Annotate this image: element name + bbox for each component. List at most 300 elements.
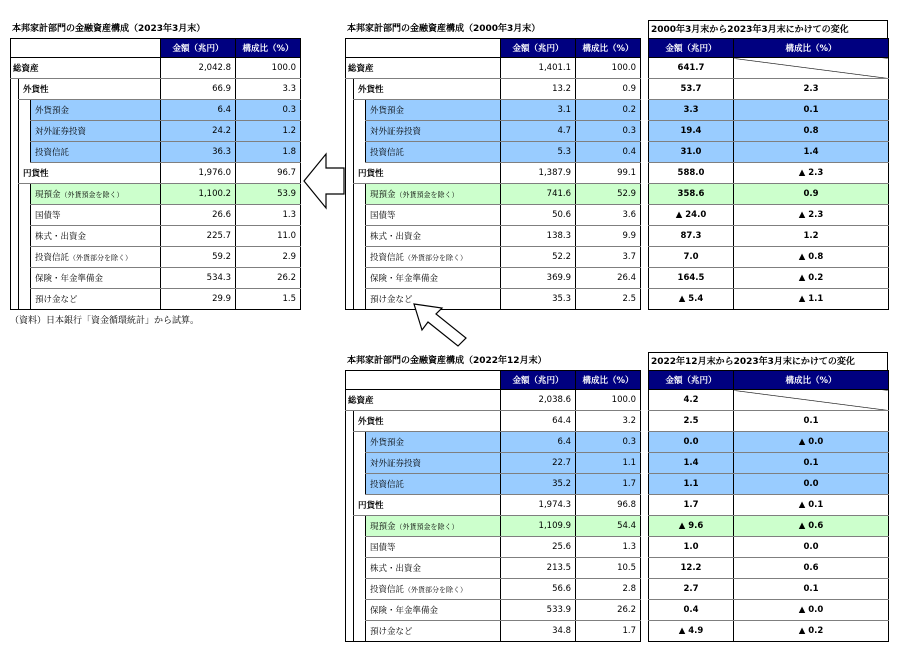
row-label-text: 外貨性 xyxy=(358,85,384,95)
row-label xyxy=(354,411,501,432)
cell-ratio: 26.2 xyxy=(236,268,301,289)
cell-amount-change: 2.5 xyxy=(649,411,734,432)
table-row xyxy=(649,121,889,142)
indent-cell xyxy=(354,226,366,247)
cell-ratio: 1.5 xyxy=(236,289,301,310)
header-ratio: 構成比（%） xyxy=(236,39,301,58)
header-amount: 金額（兆円） xyxy=(501,39,576,58)
row-label xyxy=(366,247,501,268)
table-row xyxy=(11,58,301,79)
table-row xyxy=(346,411,641,432)
table-row xyxy=(649,184,889,205)
row-label-text: 現預金 xyxy=(370,522,396,532)
cell-amount: 66.9 xyxy=(161,79,236,100)
indent-cell xyxy=(354,184,366,205)
cell-ratio: 0.4 xyxy=(576,142,641,163)
table-row xyxy=(649,558,889,579)
cell-amount: 534.3 xyxy=(161,268,236,289)
table-row xyxy=(346,121,641,142)
row-label xyxy=(366,453,501,474)
row-label xyxy=(346,390,501,411)
cell-amount-change: 53.7 xyxy=(649,79,734,100)
row-label-text: 預け金など xyxy=(370,627,413,637)
row-label-text: 預け金など xyxy=(370,295,413,305)
indent-cell xyxy=(19,289,31,310)
panel-2023 xyxy=(10,20,300,310)
indent-cell xyxy=(11,121,19,142)
indent-cell xyxy=(19,184,31,205)
cell-ratio-change: 1.2 xyxy=(734,226,889,247)
cell-amount: 1,109.9 xyxy=(501,516,576,537)
row-label xyxy=(366,205,501,226)
row-label xyxy=(366,558,501,579)
cell-ratio: 0.3 xyxy=(576,432,641,453)
table-row xyxy=(346,205,641,226)
table-header-row xyxy=(346,371,641,390)
indent-cell xyxy=(346,163,354,184)
cell-amount-change: 1.7 xyxy=(649,495,734,516)
indent-cell xyxy=(346,289,354,310)
cell-ratio-change: ▲ 2.3 xyxy=(734,205,889,226)
cell-ratio: 1.3 xyxy=(236,205,301,226)
cell-amount: 369.9 xyxy=(501,268,576,289)
row-label-sub: （外貨預金を除く） xyxy=(395,191,459,199)
cell-ratio: 2.5 xyxy=(576,289,641,310)
row-label-text: 円貨性 xyxy=(358,501,384,511)
change-table-2022 xyxy=(648,370,889,642)
table-row xyxy=(649,268,889,289)
table-row xyxy=(11,205,301,226)
cell-ratio: 1.8 xyxy=(236,142,301,163)
cell-amount-change: 358.6 xyxy=(649,184,734,205)
table-row xyxy=(346,474,641,495)
row-label-sub: （外貨部分を除く） xyxy=(404,254,468,262)
table-row xyxy=(346,184,641,205)
change-panel-2000 xyxy=(648,20,888,310)
indent-cell xyxy=(346,184,354,205)
cell-ratio: 2.9 xyxy=(236,247,301,268)
cell-amount-change: 0.0 xyxy=(649,432,734,453)
cell-ratio: 3.7 xyxy=(576,247,641,268)
table-row xyxy=(11,121,301,142)
table-row xyxy=(649,289,889,310)
table-row xyxy=(649,537,889,558)
row-label xyxy=(354,495,501,516)
indent-cell xyxy=(354,600,366,621)
table-row xyxy=(11,226,301,247)
table-row xyxy=(346,163,641,184)
row-label-text: 外貨預金 xyxy=(370,438,405,448)
asset-table-2023 xyxy=(10,38,301,310)
table-row xyxy=(346,142,641,163)
asset-table-2000 xyxy=(345,38,641,310)
cell-ratio: 1.7 xyxy=(576,474,641,495)
table-row xyxy=(649,142,889,163)
indent-cell xyxy=(11,268,19,289)
table-row xyxy=(346,600,641,621)
cell-amount: 213.5 xyxy=(501,558,576,579)
cell-amount-change: 164.5 xyxy=(649,268,734,289)
asset-table-2022 xyxy=(345,370,641,642)
row-label-text: 対外証券投資 xyxy=(370,459,422,469)
cell-ratio-change: 0.8 xyxy=(734,121,889,142)
cell-amount: 59.2 xyxy=(161,247,236,268)
cell-ratio-change: 0.1 xyxy=(734,100,889,121)
indent-cell xyxy=(346,558,354,579)
row-label-sub: （外貨預金を除く） xyxy=(395,523,459,531)
table-header-row xyxy=(649,39,889,58)
cell-amount: 2,042.8 xyxy=(161,58,236,79)
row-label-text: 対外証券投資 xyxy=(35,127,87,137)
table-row xyxy=(11,289,301,310)
cell-ratio: 2.8 xyxy=(576,579,641,600)
cell-amount: 52.2 xyxy=(501,247,576,268)
cell-amount: 225.7 xyxy=(161,226,236,247)
panel-title: 2022年12月末から2023年3月末にかけての変化 xyxy=(648,352,888,370)
row-label-text: 預け金など xyxy=(35,295,78,305)
indent-cell xyxy=(11,226,19,247)
cell-ratio: 0.9 xyxy=(576,79,641,100)
row-label xyxy=(366,474,501,495)
row-label xyxy=(366,121,501,142)
cell-amount: 64.4 xyxy=(501,411,576,432)
row-label xyxy=(31,226,161,247)
indent-cell xyxy=(354,537,366,558)
row-label xyxy=(346,58,501,79)
table-row xyxy=(649,100,889,121)
panel-title: 本邦家計部門の金融資産構成（2000年3月末） xyxy=(347,24,541,34)
cell-ratio: 3.2 xyxy=(576,411,641,432)
cell-ratio: 54.4 xyxy=(576,516,641,537)
table-row xyxy=(346,558,641,579)
indent-cell xyxy=(346,432,354,453)
panel-title: 本邦家計部門の金融資産構成（2022年12月末） xyxy=(347,356,547,366)
indent-cell xyxy=(19,205,31,226)
table-row xyxy=(649,453,889,474)
row-label xyxy=(366,268,501,289)
row-label xyxy=(19,79,161,100)
row-label-text: 保険・年金準備金 xyxy=(370,274,439,284)
row-label-text: 投資信託 xyxy=(35,148,70,158)
cell-amount: 22.7 xyxy=(501,453,576,474)
cell-amount: 34.8 xyxy=(501,621,576,642)
header-blank xyxy=(11,39,161,58)
cell-ratio: 0.3 xyxy=(236,100,301,121)
change-panel-2022 xyxy=(648,352,888,642)
row-label-text: 投資信託 xyxy=(370,585,405,595)
row-label xyxy=(354,163,501,184)
table-row xyxy=(346,226,641,247)
table-row xyxy=(11,79,301,100)
row-label xyxy=(354,79,501,100)
row-label xyxy=(31,184,161,205)
cell-ratio: 3.6 xyxy=(576,205,641,226)
cell-ratio-change: ▲ 0.0 xyxy=(734,600,889,621)
cell-ratio: 1.3 xyxy=(576,537,641,558)
table-row xyxy=(649,579,889,600)
indent-cell xyxy=(346,516,354,537)
row-label-text: 株式・出資金 xyxy=(35,232,87,242)
row-label-sub: （外貨預金を除く） xyxy=(60,191,124,199)
cell-amount: 6.4 xyxy=(501,432,576,453)
cell-ratio: 96.8 xyxy=(576,495,641,516)
table-row xyxy=(11,268,301,289)
cell-amount-change: 1.4 xyxy=(649,453,734,474)
table-row xyxy=(649,474,889,495)
header-amount: 金額（兆円） xyxy=(649,39,734,58)
cell-amount-change: 7.0 xyxy=(649,247,734,268)
cell-amount-change: 4.2 xyxy=(649,390,734,411)
row-label-text: 外貨預金 xyxy=(370,106,405,116)
panel-title: 2000年3月末から2023年3月末にかけての変化 xyxy=(648,20,888,38)
cell-ratio: 0.3 xyxy=(576,121,641,142)
cell-ratio: 26.2 xyxy=(576,600,641,621)
diagonal-arrow-icon xyxy=(408,298,470,350)
indent-cell xyxy=(11,142,19,163)
table-row xyxy=(346,79,641,100)
cell-ratio-change xyxy=(734,58,889,79)
indent-cell xyxy=(11,205,19,226)
row-label xyxy=(366,621,501,642)
indent-cell xyxy=(346,121,354,142)
table-row xyxy=(346,495,641,516)
cell-amount: 24.2 xyxy=(161,121,236,142)
indent-cell xyxy=(346,621,354,642)
row-label xyxy=(366,226,501,247)
cell-amount: 1,401.1 xyxy=(501,58,576,79)
row-label-sub: （外貨部分を除く） xyxy=(69,254,133,262)
table-row xyxy=(346,621,641,642)
indent-cell xyxy=(354,432,366,453)
cell-amount-change: 2.7 xyxy=(649,579,734,600)
table-row xyxy=(649,247,889,268)
row-label-text: 現預金 xyxy=(370,190,396,200)
table-row xyxy=(346,247,641,268)
indent-cell xyxy=(354,121,366,142)
row-label-sub: （外貨部分を除く） xyxy=(404,586,468,594)
cell-amount: 50.6 xyxy=(501,205,576,226)
header-blank xyxy=(346,371,501,390)
cell-amount-change: 641.7 xyxy=(649,58,734,79)
cell-amount: 5.3 xyxy=(501,142,576,163)
table-row xyxy=(649,621,889,642)
table-row xyxy=(346,58,641,79)
indent-cell xyxy=(354,100,366,121)
row-label-text: 国債等 xyxy=(35,211,61,221)
table-row xyxy=(649,516,889,537)
indent-cell xyxy=(346,411,354,432)
row-label xyxy=(366,184,501,205)
table-row xyxy=(11,184,301,205)
cell-ratio: 0.2 xyxy=(576,100,641,121)
table-row xyxy=(649,205,889,226)
row-label-text: 総資産 xyxy=(348,64,374,74)
cell-ratio: 10.5 xyxy=(576,558,641,579)
indent-cell xyxy=(354,516,366,537)
cell-ratio-change: 0.1 xyxy=(734,453,889,474)
indent-cell xyxy=(11,100,19,121)
cell-amount: 56.6 xyxy=(501,579,576,600)
left-arrow-icon xyxy=(302,150,346,212)
change-table-2000 xyxy=(648,38,889,310)
table-row xyxy=(346,453,641,474)
indent-cell xyxy=(11,184,19,205)
cell-ratio: 1.2 xyxy=(236,121,301,142)
row-label-text: 対外証券投資 xyxy=(370,127,422,137)
cell-amount-change: ▲ 24.0 xyxy=(649,205,734,226)
cell-amount: 35.2 xyxy=(501,474,576,495)
cell-ratio: 1.1 xyxy=(576,453,641,474)
table-row xyxy=(11,142,301,163)
cell-ratio-change: ▲ 0.2 xyxy=(734,621,889,642)
indent-cell xyxy=(346,79,354,100)
cell-ratio: 100.0 xyxy=(576,390,641,411)
indent-cell xyxy=(346,537,354,558)
cell-amount-change: 19.4 xyxy=(649,121,734,142)
table-row xyxy=(346,268,641,289)
header-ratio: 構成比（%） xyxy=(734,371,889,390)
cell-amount-change: 1.0 xyxy=(649,537,734,558)
cell-amount: 3.1 xyxy=(501,100,576,121)
cell-ratio-change: ▲ 0.0 xyxy=(734,432,889,453)
indent-cell xyxy=(346,600,354,621)
cell-ratio-change: ▲ 0.1 xyxy=(734,495,889,516)
row-label xyxy=(366,142,501,163)
row-label xyxy=(366,600,501,621)
cell-amount: 35.3 xyxy=(501,289,576,310)
cell-ratio-change: 0.6 xyxy=(734,558,889,579)
cell-ratio-change: ▲ 1.1 xyxy=(734,289,889,310)
indent-cell xyxy=(346,453,354,474)
cell-amount: 1,974.3 xyxy=(501,495,576,516)
cell-ratio-change: 0.0 xyxy=(734,474,889,495)
cell-amount-change: 588.0 xyxy=(649,163,734,184)
cell-ratio-change xyxy=(734,390,889,411)
cell-amount: 2,038.6 xyxy=(501,390,576,411)
row-label-text: 国債等 xyxy=(370,211,396,221)
row-label-text: 円貨性 xyxy=(23,169,49,179)
cell-amount: 1,976.0 xyxy=(161,163,236,184)
indent-cell xyxy=(11,79,19,100)
row-label xyxy=(366,537,501,558)
row-label xyxy=(31,268,161,289)
cell-amount-change: 31.0 xyxy=(649,142,734,163)
row-label-text: 外貨性 xyxy=(358,417,384,427)
cell-ratio: 100.0 xyxy=(236,58,301,79)
indent-cell xyxy=(19,247,31,268)
indent-cell xyxy=(354,453,366,474)
cell-amount-change: 3.3 xyxy=(649,100,734,121)
cell-ratio-change: ▲ 2.3 xyxy=(734,163,889,184)
row-label xyxy=(31,247,161,268)
header-amount: 金額（兆円） xyxy=(649,371,734,390)
row-label-text: 外貨性 xyxy=(23,85,49,95)
row-label xyxy=(31,121,161,142)
indent-cell xyxy=(346,226,354,247)
row-label-text: 投資信託 xyxy=(370,253,405,263)
row-label-text: 円貨性 xyxy=(358,169,384,179)
cell-ratio: 1.7 xyxy=(576,621,641,642)
cell-ratio: 11.0 xyxy=(236,226,301,247)
cell-ratio-change: 2.3 xyxy=(734,79,889,100)
cell-ratio: 96.7 xyxy=(236,163,301,184)
cell-ratio: 3.3 xyxy=(236,79,301,100)
row-label xyxy=(366,432,501,453)
cell-amount: 741.6 xyxy=(501,184,576,205)
indent-cell xyxy=(346,205,354,226)
indent-cell xyxy=(346,579,354,600)
cell-ratio: 26.4 xyxy=(576,268,641,289)
header-blank xyxy=(346,39,501,58)
table-row xyxy=(346,390,641,411)
cell-amount: 26.6 xyxy=(161,205,236,226)
cell-amount-change: 0.4 xyxy=(649,600,734,621)
row-label-text: 投資信託 xyxy=(370,148,405,158)
cell-amount: 29.9 xyxy=(161,289,236,310)
indent-cell xyxy=(346,268,354,289)
indent-cell xyxy=(19,121,31,142)
cell-ratio-change: 0.0 xyxy=(734,537,889,558)
cell-amount: 13.2 xyxy=(501,79,576,100)
indent-cell xyxy=(354,142,366,163)
row-label xyxy=(31,289,161,310)
header-ratio: 構成比（%） xyxy=(734,39,889,58)
indent-cell xyxy=(346,247,354,268)
row-label xyxy=(11,58,161,79)
table-row xyxy=(346,432,641,453)
indent-cell xyxy=(354,474,366,495)
indent-cell xyxy=(354,268,366,289)
row-label xyxy=(31,100,161,121)
cell-amount: 138.3 xyxy=(501,226,576,247)
cell-amount: 533.9 xyxy=(501,600,576,621)
source-note: （資料）日本銀行「資金循環統計」から試算。 xyxy=(10,316,200,326)
cell-ratio: 99.1 xyxy=(576,163,641,184)
header-amount: 金額（兆円） xyxy=(161,39,236,58)
indent-cell xyxy=(354,247,366,268)
header-ratio: 構成比（%） xyxy=(576,39,641,58)
indent-cell xyxy=(11,163,19,184)
row-label xyxy=(31,142,161,163)
table-header-row xyxy=(11,39,301,58)
table-row xyxy=(346,579,641,600)
table-row xyxy=(649,79,889,100)
table-header-row xyxy=(649,371,889,390)
cell-amount: 25.6 xyxy=(501,537,576,558)
cell-ratio: 100.0 xyxy=(576,58,641,79)
table-row xyxy=(346,516,641,537)
row-label-text: 株式・出資金 xyxy=(370,564,422,574)
cell-ratio-change: ▲ 0.8 xyxy=(734,247,889,268)
table-row xyxy=(649,600,889,621)
row-label-text: 保険・年金準備金 xyxy=(370,606,439,616)
indent-cell xyxy=(19,100,31,121)
cell-ratio-change: 0.1 xyxy=(734,579,889,600)
table-row xyxy=(649,411,889,432)
indent-cell xyxy=(354,205,366,226)
indent-cell xyxy=(19,268,31,289)
indent-cell xyxy=(19,142,31,163)
row-label xyxy=(366,516,501,537)
cell-amount: 1,387.9 xyxy=(501,163,576,184)
row-label-text: 株式・出資金 xyxy=(370,232,422,242)
indent-cell xyxy=(354,579,366,600)
panel-2022 xyxy=(345,352,640,642)
table-row xyxy=(346,537,641,558)
indent-cell xyxy=(346,495,354,516)
indent-cell xyxy=(354,621,366,642)
indent-cell xyxy=(346,142,354,163)
